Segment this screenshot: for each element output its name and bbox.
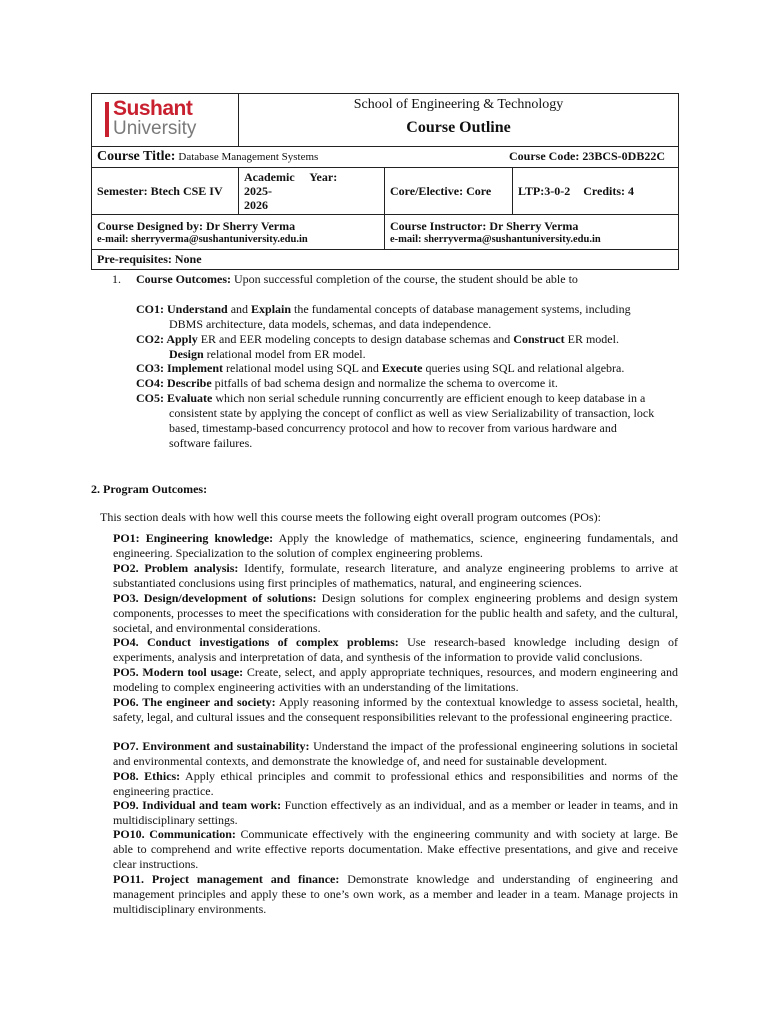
po-text: Design solutions for complex engineering problems and design system components, processes to meet the specifications with consideration for the public health and safety, and the cultural, societal, and environmental considerations.	[113, 591, 678, 635]
ltp-credits	[513, 168, 679, 215]
school-name: School of Engineering & Technology	[353, 97, 564, 112]
instructor-cell	[385, 215, 679, 250]
co-verb: Explain	[251, 302, 292, 316]
course-outcome-co5	[136, 391, 666, 451]
co-verb: Implement	[167, 361, 223, 375]
po-text: Apply reasoning informed by the contextual knowledge to assess societal, health, safety, legal, and cultural issues and the consequent responsibilities relevant to the professional engineering practice.	[113, 695, 679, 724]
po-label: PO7. Environment and sustainability:	[113, 739, 310, 753]
course-outcome-co4	[136, 376, 666, 391]
program-outcome-po4	[113, 635, 678, 665]
program-outcomes-intro: This section deals with how well this course meets the following eight overall program outcomes (POs):	[100, 510, 601, 524]
university-logo	[92, 94, 238, 146]
program-outcome-po1	[113, 531, 678, 561]
co-verb: Apply	[166, 332, 198, 346]
course-outcome-co1	[136, 302, 666, 332]
po-label: PO3. Design/development of solutions:	[113, 591, 317, 605]
designer-cell	[92, 215, 385, 250]
co-verb: Understand	[167, 302, 228, 316]
program-outcome-po8	[113, 769, 678, 799]
course-code: Course Code: 23BCS-0DB22C	[509, 149, 666, 163]
course-outcome-co3	[136, 361, 666, 376]
course-outcome-co2	[136, 332, 666, 362]
program-outcome-po10	[113, 827, 678, 872]
co-text: the fundamental concepts of database management systems, including	[291, 302, 631, 316]
logo-text-bottom: University	[113, 118, 197, 139]
co-text: consistent state by applying the concept of conflict as well as view Serializability of transaction, lock	[169, 406, 655, 420]
course-outcomes-label: Course Outcomes:	[136, 272, 231, 286]
co-label: CO1:	[136, 302, 167, 316]
instructor: Course Instructor: Dr Sherry Verma	[390, 219, 579, 233]
co-verb: Evaluate	[167, 391, 213, 405]
program-outcome-po6	[113, 695, 678, 725]
program-outcome-po2	[113, 561, 678, 591]
po-label: PO9. Individual and team work:	[113, 798, 282, 812]
program-outcome-po11	[113, 872, 678, 917]
co-text: ER model.	[564, 332, 619, 346]
po-text: Understand the impact of the professional engineering solutions in societal and environmental contexts, and demonstrate the knowledge of, and need for sustainable development.	[113, 739, 678, 768]
program-outcome-po7	[113, 739, 678, 769]
course-outcomes-text: Upon successful completion of the course, the student should be able to	[230, 272, 578, 286]
co-text: which non serial schedule running concurrently are efficient enough to keep database in a	[212, 391, 646, 405]
co-text: pitfalls of bad schema design and normalize the schema to overcome it.	[211, 376, 558, 390]
course-header-table	[91, 93, 679, 270]
course-title-row	[92, 147, 679, 168]
logo-bar	[105, 102, 109, 137]
academic-year-line2: 2026	[244, 198, 268, 212]
co-text: based, timestamp-based concurrency protocol and how to recover from various hardware and	[169, 421, 617, 435]
ltp: LTP:3-0-2	[518, 183, 571, 198]
co-verb: Construct	[513, 332, 565, 346]
document-title: Course Outline	[406, 119, 511, 136]
co-text: software failures.	[169, 436, 253, 450]
academic-year-line1: Academic Year: 2025-	[244, 170, 338, 198]
co-label: CO3:	[136, 361, 167, 375]
course-title-value: Database Management Systems	[178, 151, 319, 163]
po-text: Identify, formulate, research literature, and analyze engineering problems to arrive at substantiated conclusions using first principles of mathematics, natural, and engineering sciences.	[113, 561, 678, 590]
academic-year	[239, 168, 385, 215]
co-label: CO5:	[136, 391, 167, 405]
co-verb: Execute	[381, 361, 423, 375]
co-text: queries using SQL and relational algebra.	[422, 361, 625, 375]
core-elective: Core/Elective: Core	[385, 168, 513, 215]
po-label: PO4. Conduct investigations of complex problems:	[113, 635, 399, 649]
title-cell	[239, 94, 679, 147]
prerequisites: Pre-requisites: None	[92, 250, 679, 270]
logo-text-top: Sushant	[113, 97, 193, 120]
credits: Credits: 4	[583, 183, 635, 198]
designed-by: Course Designed by: Dr Sherry Verma	[97, 219, 296, 233]
po-label: PO6. The engineer and society:	[113, 695, 276, 709]
po-text: Apply the knowledge of mathematics, science, engineering fundamentals, and engineering. Specialization to the solution of complex engineering problems.	[113, 531, 678, 560]
po-text: Use research-based knowledge including design of experiments, analysis and interpretation of data, and synthesis of the information to provide valid conclusions.	[113, 635, 678, 664]
po-label: PO8. Ethics:	[113, 769, 181, 783]
co-text: DBMS architecture, data models, schemas, and data independence.	[169, 317, 492, 331]
semester: Semester: Btech CSE IV	[92, 168, 239, 215]
po-label: PO1: Engineering knowledge:	[113, 531, 274, 545]
instructor-email: e-mail: sherryverma@sushantuniversity.edu.in	[390, 234, 601, 245]
po-label: PO11. Project management and finance:	[113, 872, 340, 886]
po-label: PO10. Communication:	[113, 827, 236, 841]
po-text: Create, select, and apply appropriate techniques, resources, and modern engineering and modeling to complex engineering activities with an understanding of the limitations.	[113, 665, 678, 694]
po-label: PO5. Modern tool usage:	[113, 665, 244, 679]
course-outcomes-heading	[112, 272, 578, 287]
po-label: PO2. Problem analysis:	[113, 561, 239, 575]
program-outcome-po5	[113, 665, 678, 695]
co-label: CO4:	[136, 376, 167, 390]
co-label: CO2:	[136, 332, 167, 346]
co-text: relational model from ER model.	[203, 347, 366, 361]
po-text: Apply ethical principles and commit to professional ethics and responsibilities and norms of the engineering practice.	[113, 769, 678, 798]
program-outcome-po3	[113, 591, 678, 636]
po-text: Communicate effectively with the engineering community and with society at large. Be able to comprehend and write effective reports documentation. Make effective presentations, and give and receive clear instructions.	[113, 827, 678, 871]
designer-email: e-mail: sherryverma@sushantuniversity.edu.in	[97, 234, 308, 245]
co-verb: Describe	[167, 376, 212, 390]
co-text: and	[227, 302, 252, 316]
co-text: relational model using SQL and	[223, 361, 382, 375]
logo-cell	[92, 94, 239, 147]
co-verb: Design	[169, 347, 204, 361]
co-text: ER and EER modeling concepts to design database schemas and	[197, 332, 514, 346]
program-outcomes-heading: 2. Program Outcomes:	[91, 482, 208, 496]
po-text: Function effectively as an individual, and as a member or leader in teams, and in multidisciplinary settings.	[113, 798, 678, 827]
section-number: 1.	[112, 272, 121, 286]
program-outcome-po9	[113, 798, 678, 828]
po-text: Demonstrate knowledge and understanding of engineering and management principles and apply these to one’s own work, as a member and leader in a team. Manage projects in multidisciplinary environments.	[113, 872, 678, 916]
course-title-label: Course Title:	[97, 149, 176, 164]
